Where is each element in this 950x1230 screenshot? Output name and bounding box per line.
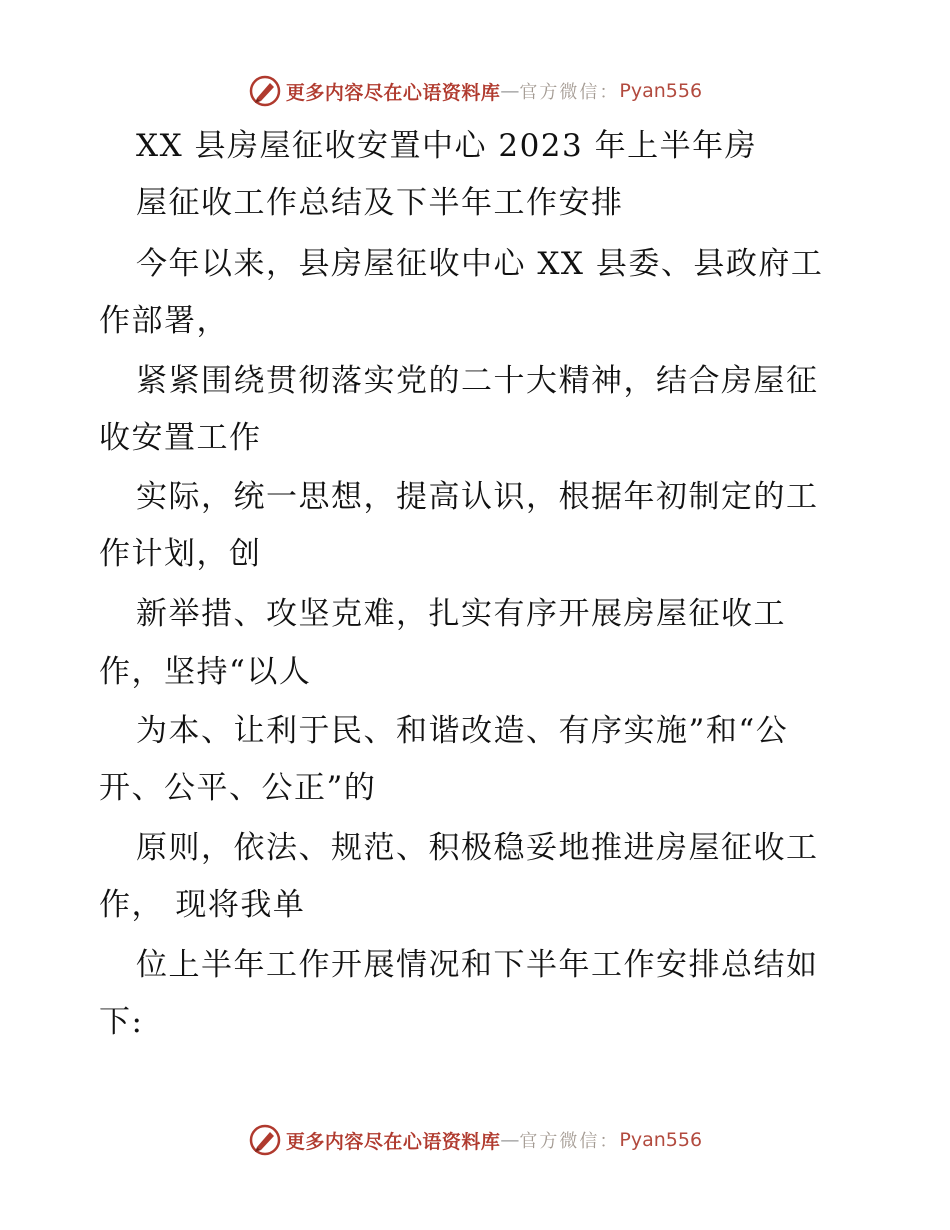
paragraph-line: 为本、让利于民、和谐改造、有序实施”和“公 xyxy=(136,713,789,749)
watermark-separator: — xyxy=(500,1129,520,1151)
paragraph-line: 新举措、攻坚克难，扎实有序开展房屋征收工 xyxy=(136,596,786,632)
paragraph-line: 今年以来，县房屋征收中心 XX 县委、县政府工 xyxy=(136,246,824,282)
watermark-prefix: 更多内容尽在心语资料库 xyxy=(285,81,501,104)
paragraph-line: 紧紧围绕贯彻落实党的二十大精神，结合房屋征 xyxy=(136,363,819,399)
paragraph-line: 实际，统一思想，提高认识，根据年初制定的工 xyxy=(136,479,819,515)
watermark-separator: — xyxy=(500,80,520,102)
watermark-middle: 官方微信： xyxy=(519,1131,620,1152)
paragraph-line: 作计划，创 xyxy=(99,536,262,572)
paragraph-line: 开、公平、公正”的 xyxy=(99,770,377,806)
document-title-line-2: 屋征收工作总结及下半年工作安排 xyxy=(136,185,624,221)
watermark-prefix: 更多内容尽在心语资料库 xyxy=(285,1130,501,1153)
watermark-header xyxy=(0,71,950,111)
pen-logo-icon xyxy=(248,74,282,108)
paragraph-line: 作， 现将我单 xyxy=(99,887,306,923)
paragraph-line: 位上半年工作开展情况和下半年工作安排总结如 xyxy=(136,947,819,983)
watermark-middle: 官方微信： xyxy=(519,82,620,103)
document-title-line-1: XX 县房屋征收安置中心 2023 年上半年房 xyxy=(136,128,758,164)
watermark-id: Pyan556 xyxy=(619,80,703,102)
watermark-footer xyxy=(0,1120,950,1160)
paragraph-line: 收安置工作 xyxy=(99,420,262,456)
paragraph-line: 作部署， xyxy=(99,303,229,339)
pen-logo-icon xyxy=(248,1123,282,1157)
paragraph-line: 下: xyxy=(99,1004,144,1040)
paragraph-line: 原则，依法、规范、积极稳妥地推进房屋征收工 xyxy=(136,830,819,866)
watermark-id: Pyan556 xyxy=(619,1129,703,1151)
paragraph-line: 作，坚持“以人 xyxy=(99,654,312,690)
